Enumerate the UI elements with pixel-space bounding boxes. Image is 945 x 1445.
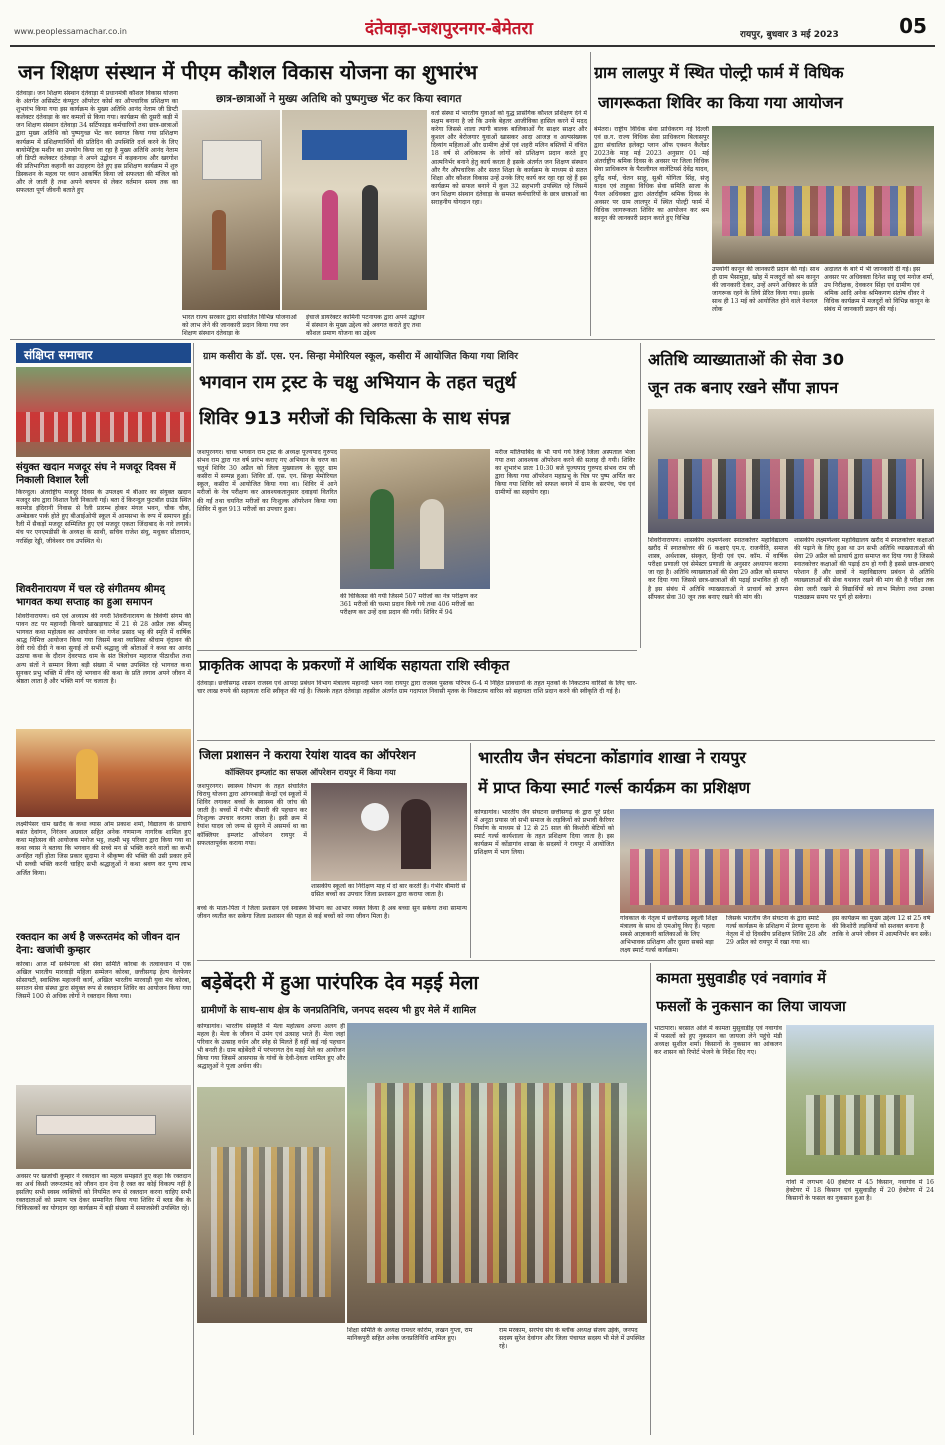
- dateline: रायपुर, बुधवार 3 मई 2023: [740, 30, 839, 40]
- caption: शासकीय स्कूलों का निरीक्षण माह में दो बार करती है। गंभीर बीमारी से ग्रसित बच्चों का उपचार जिला प्रशासन द्वारा कराया जाता है।: [311, 883, 466, 898]
- caption-2: राम मरकाम, सरपंच संघ के ब्लॉक अध्यक्ष संजय उईके, जनपद सदस्य सुरेश देवांगन और जिला पंचायत सदस्य भी मेले में उपस्थित रहे।: [499, 1327, 645, 1350]
- sidebar-title: संक्षिप्त समाचार: [16, 343, 191, 363]
- headline-line-1: अतिथि व्याख्याताओं की सेवा 30: [648, 350, 844, 369]
- headline: जन शिक्षण संस्थान में पीएम कौशल विकास योजना का शुभारंभ: [18, 60, 478, 84]
- body-col-1: दंतेवाड़ा। जन शिक्षण संस्थान दंतेवाड़ा में प्रधानमंत्री कौशल विकास योजना के अंतर्गत असिस्टेंट कंप्यूटर ऑपरेटर कोर्स का औपचारिक प्रशिक्षण का शुभारंभ किया गया इस कार्यक्रम के मुख्य अतिथि आनंद नेताम जी डिप्टी कलेक्टर दंतेवाड़ा के कर कमलों से किया गया। कार्यक्रम की दूसरी कड़ी में जन शिक्षण संस्थान दंतेवाड़ा 34 सर्टिफाइड कर्मचारियों तथा छात्र-छात्राओं द्वारा मुख्य अतिथि को पुष्पगुच्छ भेंट कर स्वागत किया गया प्रशिक्षण कार्यक्रम में प्रशिक्षणार्थियों की प्रतिदिन की उपस्थिति दर्ज करने के लिए बायोमेट्रिक मशीन का उपयोग किया जा रहा है मुख्य अतिथि आनंद नेताम जी डिप्टी कलेक्टर दंतेवाड़ा ने अपने उद्बोधन में कड़कनाथ और खरगोश की प्रतिभागिता कहानी का उदाहरण देते हुए इस प्रशिक्षण कार्यक्रम में शुरु डिस्कशन के महत्व पर ध्यान आकर्षित किया जो सफलता की मंजिल को और ले जाती है तथा अपने बचपन से लेकर वर्तमान समय तक का सफलता पूर्ण जीवनी बताते हुए: [16, 90, 178, 195]
- person-figure: [212, 210, 226, 270]
- body: बेमेतरा। राष्ट्रीय विधिक सेवा प्राधिकरण नई दिल्ली एवं छ.ग. राज्य विधिक सेवा प्राधिकरण बिलासपुर द्वारा संचालित इलेक्ट्रा प्लान ऑफ एक्शन कैलेंडर 2023के माह मई 2023 अनुसार 01 मई अंतर्राष्ट्रीय श्रमिक दिवस के अवसर पर जिला विधिक सेवा प्राधिकरण के पैरालीगल वालेंटियर्स देवेंद्र यादव, दुर्गेंद्र वर्मा, चेतन साहू, सुश्री योगिता सिंह, संजू यादव एवं ताहुका विधिक सेवा समिति साजा के पैनल अधिवक्ता द्वारा अंतर्राष्ट्रीय श्रमिक दिवस के अवसर पर ग्राम लालपुर में स्थित पोल्ट्री फार्म में विधिक जागरूकता शिविर का आयोजन कर श्रम कानून की जानकारी प्रदान करते हुए विभिन्न: [594, 126, 709, 223]
- photo-rally: [16, 367, 191, 457]
- group: [630, 849, 924, 905]
- masthead: [0, 0, 945, 48]
- caption-2: जिसके भारतीय जैन संघटना के द्वारा स्मार्ट गर्ल्स कार्यक्रम के प्रशिक्षण में प्रेरणा सुराना के नेतृत्व में दो दिवसीय प्रशिक्षण शिविर 28 और 29 अप्रैल को रायपुर में रखा गया था।: [726, 915, 827, 946]
- bandaged-head: [361, 803, 389, 831]
- story-devmadai-mela: [197, 963, 647, 1435]
- vertical-divider: [640, 343, 641, 648]
- story-jan-shikshan: [16, 52, 588, 338]
- headline-line-2: शिविर 913 मरीजों की चिकित्सा के साथ संपन्न: [199, 408, 511, 429]
- story-reyansh-continued: बच्चे के माता-पिता ने जिला प्रशासन एवं स्वास्थ्य विभाग का आभार व्यक्त किया है अब बच्चा सुन सकेगा तथा सामान्य जीवन व्यतीत कर सकेगा जिला प्रशासन की पहल से कई बच्चों को नया जीवन मिला है।: [197, 905, 467, 921]
- caption-1: उपयोगी कानून की जानकारी प्रदान की गई। साथ ही ग्राम भैसामुड़ा, खोह में मजदूरों को श्रम कानून की जानकारी देकर, उन्हें अपने अधिकार के प्रति जागरूक रहने के लिये प्रेरित किया गया। इसके साथ ही 13 मई को आयोजित होने वाले नेशनल लोक: [712, 266, 820, 313]
- banner: [302, 130, 407, 160]
- crowd: [367, 1083, 627, 1283]
- caption: गांवों में लगभग 40 हेक्टेयर में 45 किसान, नवागांव में 16 हेक्टेयर में 18 किसान एवं मुसुवाडीह में 20 हेक्टेयर में 24 किसानों के फसल का नुकसान हुआ है।: [786, 1179, 934, 1203]
- top-rule: [197, 650, 637, 651]
- headline-line-2: जून तक बनाए रखने सौंपा ज्ञापन: [648, 378, 839, 397]
- story-jain-sanghatna: [474, 743, 934, 958]
- caption-1: गांवकाल के नेतृत्व में छत्तीसगढ़ स्कूली शिक्षा मंत्रालय के साथ दो एमओयू किए हैं। पहला सबसे आज्ञाकारी बालिकाओं के लिए अभिभावक प्रशिक्षण और दूसरा सबसे बड़ा लक्ष्य स्मार्ट गर्ल्स कार्यक्रम।: [620, 915, 718, 954]
- crowd: [211, 1147, 331, 1297]
- body: कोण्डागांव। भारतीय संस्कृति में मेला महोत्सव अपना अलग ही महत्व है। मेला के जीवन में उमंग एवं उत्साह भरते हैं। मेला जहां परिवार के उत्साह वर्धन और स्नेह से मिलते हैं वहीं कई नई पहचान भी बनती है। ग्राम बड़ेबेंदरी में परंपरागत देव मड़ई मेले का आयोजन किया गया जिसमें आसपास के गांवों के देवी-देवता शामिल हुए और श्रद्धालुओं ने पूजा अर्चना की।: [197, 1023, 345, 1071]
- photo-eye-camp: [340, 449, 490, 589]
- body-col-2: शासकीय लक्ष्मणेश्वर महाविद्यालय खरौद में स्नातकोत्तर कक्षाओं की पढ़ाने के लिए हुआ था उन सभी अतिथि व्याख्याताओं की सेवा 29 अप्रैल को प्राचार्य द्वारा समाप्त कर दिया गया है जिससे स्नातकोत्तर कक्षाओं की पढ़ाई ठप हो गयी है इससे छात्र-छात्राएं परेशान हैं और छात्रों ने महाविद्यालय प्रबंधन से अतिथि व्याख्याताओं की सेवा यथावत रखने की मांग की है परीक्षा तक सेवा जारी रखने से विद्यार्थियों को लाभ मिलेगा तथा उनका पाठ्यक्रम समय पर पूर्ण हो सकेगा।: [794, 537, 934, 601]
- photo-guests: [282, 110, 427, 310]
- item2-body: शिवरीनारायण। धर्म एवं अध्यात्म की नगरी शिवरीनारायण के त्रिवेणी संगम की पावन तट पर महानदी किनारे खाखड़ाघाट में 21 से 28 अप्रैल तक श्रीमद् भागवत कथा महोत्सव का आयोजन था गणेश प्रसाद भट्ट की स्मृति में वार्षिक श्राद्ध निमित्त आयोजन किया गया जिसमें कथा व्यासिका श्रीधाम वृंदावन की देवी राधे दीदी ने कथा सुनाई तो सभी श्रद्धालु जी श्रोताओं ने कथा का आनंद उठाया कथा के दौरान देवरपाठ धाम के संत त्रिलोचन महाराज पीठाधीश तथा अन्य संतों ने सम्मान किया बड़ी संख्या में भक्त उपस्थित रहे भागवत कथा सुनकर प्रभु भक्ति में लीन रहे भगवान की कथा के प्रति लगाव अपने जीवन में श्रेष्ठता लाता है और भक्ति मार्ग पर चलाता है।: [16, 613, 191, 685]
- body-col-1: जशपुरनगर। स्वास्थ्य विभाग के तहत संचालित चिरायु योजना द्वारा आंगनबाड़ी केन्द्रों एवं स्कूलों में शिविर लगाकर बच्चों के स्वास्थ्य की जांच की जाती है। बच्चों में गंभीर बीमारी की पहचान कर निःशुल्क उपचार कराया जाता है। इसी क्रम में रेयांश यादव जो जन्म से सुनने में असमर्थ था का कॉक्लियर इम्प्लांट ऑपरेशन रायपुर में सफलतापूर्वक कराया गया।: [197, 783, 307, 847]
- vertical-divider: [470, 743, 471, 958]
- vertical-divider: [193, 343, 194, 1435]
- item1-headline: संयुक्त खदान मजदूर संघ ने मजदूर दिवस में निकाली विशाल रैली: [16, 462, 176, 486]
- parent-figure: [401, 799, 431, 869]
- story-atithi-vyakhyata: [644, 343, 934, 738]
- body: भाटापारा। बरसात ओले में कामता मुसुवाडीह एवं नवागांव में फसलों को हुए नुकसान का जायजा लेने पहुंचे मंडी अध्यक्ष सुशील शर्मा। किसानों के नुकसान का आंकलन कर शासन को रिपोर्ट भेजने के निर्देश दिए गए।: [654, 1025, 782, 1057]
- person-figure: [420, 499, 444, 569]
- photo-smart-girls: [620, 809, 934, 913]
- headline: बड़ेबेंदरी में हुआ पारंपरिक देव मड़ई मेला: [201, 972, 479, 994]
- horizontal-divider: [10, 339, 935, 340]
- caption-1: भारत राज्य सरकार द्वारा संचालित विभिन्न योजनाओं को लाभ लेने की जानकारी प्रदान किया गया जन शिक्षण संस्थान दंतेवाड़ा के: [182, 314, 297, 336]
- headline-line-2: में प्राप्त किया स्मार्ट गर्ल्स कार्यक्रम का प्रशिक्षण: [478, 778, 751, 797]
- caption: की चिकित्सा की गयी जिसमें 507 मरीजों का नेत्र परीक्षण कर 361 मरीजों की चश्मा प्रदान किये गये तथा 406 मरीजों का परीक्षण कर उन्हें दवा प्रदान की गयी। शिविर में 94: [340, 593, 478, 616]
- body: दंतेवाड़ा। छत्तीसगढ़ शासन राजस्व एवं आपदा प्रबंधन विभाग मंत्रालय महानदी भवन नवा रायपुर द्वारा राजस्व पुस्तक परिपत्र 6-4 में निहित प्रावधानों के तहत मृतकों के निकटतम वारिसों के लिए चार-चार लाख रुपये की सहायता राशि स्वीकृत की गई है। जिसके तहत दंतेवाड़ा तहसील अंतर्गत ग्राम गदापाल निवासी मृतक के निकटतम वारिस को सहायता राशि प्रदान करने की स्वीकृति दी गई है।: [197, 680, 637, 696]
- story-fasal-nuksan: [654, 963, 934, 1435]
- flags: [16, 412, 191, 442]
- donor-bed: [36, 1115, 156, 1135]
- caption-3: इस कार्यक्रम का मुख्य उद्देश्य 12 से 25 वर्ष की किशोरी लड़कियों को सशक्त बनाना है ताकि वे अपने जीवन में आत्मनिर्भर बन सकें।: [832, 915, 932, 938]
- body-col-2: वर्तो संस्था में भारतीय युवाओं को युद्ध प्रासंगिक कौशल प्रशिक्षण देने में सक्षम बनाना है जो कि उनके बेहतर आजीविका हासिल करने में मदद करेगा जिससे शाला त्यागी बालक बालिकाओं गैर साक्षर साक्षर और कुशल और बेरोजगार युवाओं खासकर आदा आजज्ञ व अल्पसंख्यक दिव्यांग महिलाओं और ग्रामीण क्षेत्रों एवं शहरी मलिन बस्तियों में वंचित 18 वर्ष से अधिकतम के लोगों को प्रशिक्षण प्रदान करते हुए आत्मनिर्भर बनाने हेतु कार्य करता है इसके अंतर्गत जन शिक्षण संस्थान और गैर औपचारिक और सतत शिक्षा के कार्यक्रम के माध्यम से सतत शिक्षा और कौशल विकास उन्हें उनके लिए कार्य कर रहा रहा रहे हैं इस कार्यक्रम को सफल बनाने में कुल 32 सहभागी उपस्थित रहे जिसमें जन शिक्षण संस्थान दंतेवाड़ा के समस्त कर्मचारियों के छात्र छात्राओं का सराहनीय योगदान रहा।: [431, 110, 587, 207]
- photo-mela-procession: [197, 1087, 345, 1323]
- kicker: ग्राम कसीरा के डॉ. एस. एन. सिन्हा मेमोरियल स्कूल, कसीरा में आयोजित किया गया शिविर: [203, 351, 518, 362]
- section-title: दंतेवाड़ा-जशपुरनगर-बेमेतरा: [365, 19, 533, 39]
- website-link[interactable]: www.peoplessamachar.co.in: [14, 27, 127, 36]
- subhead: छात्र-छात्राओं ने मुख्य अतिथि को पुष्पगुच्छ भेंट कर किया स्वागत: [216, 93, 462, 105]
- photo-field-visit: [786, 1025, 934, 1175]
- item3-headline: रक्तदान का अर्थ है जरूरतमंद को जीवन दान देना: खजांची कुम्हार: [16, 932, 180, 956]
- body-col-2: मरीज मोतियाबिंद के भी पाये गये जिन्हें जिला अस्पताल भेजा गया तथा आवश्यक ऑपरेशन करने की सलाह दी गयी। शिविर का शुभारंभ प्रातः 10:30 बजे पूज्यपाद गुरुपद संभव राम जी द्वारा किया गया ऑपरेशन महाप्रभु के चित्र पर पुष्प अर्पित कर किया गया शिविर को सफल बनाने में ग्राम के सरपंच, पंच एवं ग्रामीणों का सहयोग रहा।: [495, 449, 635, 497]
- group: [806, 1095, 914, 1155]
- caption-2: अदालत के बारे में भी जानकारी दी गई। इस अवसर पर अधिवक्ता दिनेश साहू एवं मनोज शर्मा, उप निरीक्षक, देवकरन सिंहा एवं ग्रामीण एवं श्रमिक आदि अनेक श्रमिकगण संतोष धीवर ने विधिक कार्यक्रम में मजदूरों को विभिन्न कानून के संबंध में जानकारी प्रदान की गई।: [824, 266, 934, 313]
- subhead: ग्रामीणों के साथ-साथ क्षेत्र के जनप्रतिनिधि, जनपद सदस्य भी हुए मेले में शामिल: [201, 1005, 476, 1016]
- projector-screen: [202, 140, 262, 180]
- item2-body-continued: लक्ष्मीपेसर धाम खरौद के कथा व्यास ओम प्रकाश शर्मा, विद्यालय के प्राचार्य बसंत देवांगन, निरंजन अग्रवाल सहित अनेक गणमान्य नागरिक शामिल हुए कथा महोत्सव की आयोजक मनोज भट्ट, लक्ष्मी भट्ट परिवार द्वारा किया गया था कथा व्यास ने बताया कि भगवान की सच्चे मन से भक्ति करने वालों का कभी अनहित नहीं होता जिस प्रकार सुदामा ने श्रीकृष्ण की भक्ति की उसी प्रकार हमें भी सच्ची भक्ति करनी चाहिए सभी श्रद्धालुओं ने कथा श्रवण कर पुण्य लाभ अर्जित किया।: [16, 821, 191, 877]
- headline-line-1: कामता मुसुवाडीह एवं नवागांव में: [656, 971, 826, 987]
- story-lalpur-poultry: [594, 52, 934, 338]
- item1-body: किरन्दुल। अंतर्राष्ट्रीय मजदूर दिवस के उपलक्ष्य में बीआर का संयुक्त खदान मजदूर संघ द्वारा विशाल रैली निकाली गई। बता दें किरन्दुल फुटबॉल ग्राउंड स्थित कामरेड इंदिरानी निवास से रैली प्रारम्भ होकर मंगल भवन, चौक चौक, अम्बेडकर पार्क होते हुए बीआईओपी स्कूल में आमसभा के रूप में समापन हुई। रैली में सैकड़ों मजदूर सम्मिलित हुए एवं मजदूर एकता जिंदाबाद के नारे लगाये। मंच पर एनएमडीसी के अध्यक्ष के साथी, सचिव राजेश संधु, मधुकर सीताराम, नरसिंहा रेड्डी, जीवेश्वर राव उपस्थित थे।: [16, 489, 191, 545]
- headline-line-1: भारतीय जैन संघटना कोंडागांव शाखा ने रायपुर: [478, 748, 746, 767]
- crowd: [722, 186, 922, 236]
- sidebar-brief-news: [16, 343, 191, 1435]
- photo-workers: [712, 126, 934, 264]
- subhead: कॉक्लियर इम्प्लांट का सफल ऑपरेशन रायपुर में किया गया: [225, 768, 396, 777]
- headline-line-2: जागरूकता शिविर का किया गया आयोजन: [598, 93, 843, 112]
- horizontal-divider: [197, 960, 935, 961]
- vertical-divider: [650, 963, 651, 1435]
- caption-1: शिक्षा समिति के अध्यक्ष रामधर कोर्राम, लखन गुप्ता, राम मानिकपुरी सहित अनेक जनप्रतिनिधि शामिल हुए।: [347, 1327, 473, 1342]
- item3-body: कोरबा। आज माँ सर्वमंगला श्री सेवा समिति कोरबा के तत्वावधान में एक अखिल भारतीय मारवाड़ी महिला सम्मेलन कोरबा, छत्तीसगढ़ हेल्प वेलफेयर सोसायटी, स्वास्तिक महाजनी कार्य, अखिल भारतीय मारवाड़ी युवा मंच कोरबा, सनातन सेवा संस्था द्वारा संयुक्त रूप से रक्तदान शिविर का आयोजन किया गया जिसमें 100 से अधिक लोगों ने रक्तदान किया गया।: [16, 961, 191, 1001]
- person-figure: [362, 185, 378, 280]
- headline-line-1: भगवान राम ट्रस्ट के चक्षु अभियान के तहत चतुर्थ: [199, 372, 516, 393]
- headline: जिला प्रशासन ने कराया रेयांश यादव का ऑपरेशन: [199, 748, 416, 762]
- item3-body-continued: अवसर पर खजांची कुम्हार ने रक्तदान का महत्व समझाते हुए कहा कि रक्तदान का अर्थ किसी जरूरतमंद को जीवन दान देना है रक्त का कोई विकल्प नहीं है इसलिए सभी स्वस्थ व्यक्तियों को नियमित रूप से रक्तदान करना चाहिए सभी रक्तदाताओं को प्रमाण पत्र देकर सम्मानित किया गया शिविर में ब्लड बैंक के चिकित्सकों का योगदान रहा कार्यक्रम में बड़ी संख्या में समाजसेवी उपस्थित रहे।: [16, 1173, 191, 1213]
- photo-blood-donation: [16, 1085, 191, 1169]
- person-figure: [370, 489, 394, 569]
- body: कोण्डागांव। भारतीय जैन संघटना छत्तीसगढ़ के द्वारा पूरे प्रदेश में अनूठा प्रयास जो सभी समाज के लड़कियों को प्रभावी कैरियर निर्माण के माध्यम से 12 से 25 साल की किशोरी बेटियों को स्मार्ट गर्ल्स कार्यशाला के तहत प्रशिक्षण दिया जाता है। इस कार्यक्रम में कोंडागांव शाखा के सदस्यों ने रायपुर में आयोजित प्रशिक्षण में भाग लिया।: [474, 809, 614, 857]
- vertical-divider: [590, 52, 591, 336]
- photo-mela-crowd: [347, 1023, 647, 1323]
- speaker-figure: [76, 749, 98, 799]
- photo-lecturers: [648, 409, 934, 533]
- person-figure: [322, 190, 338, 280]
- masthead-rule: [10, 45, 935, 47]
- headline: प्राकृतिक आपदा के प्रकरणों में आर्थिक सहायता राशि स्वीकृत: [199, 658, 510, 674]
- item2-headline: शिवरीनारायण में चल रहे संगीतमय श्रीमद् भागवत कथा सप्ताह का हुआ समापन: [16, 584, 165, 608]
- story-prakritik-aapda: [197, 650, 637, 738]
- horizontal-divider: [197, 740, 935, 741]
- story-chakshu-abhiyan: [197, 343, 637, 648]
- caption-2: इंचार्ज डायरेक्टर कामिनी पटनायक द्वारा अपने उद्बोधन में संस्थान के मुख्य उद्देश्य को अवगत कराते हुए तथा कौशल प्रमाण योजना का उद्देश्य: [306, 314, 425, 336]
- body-col-1: शिवरीनारायण। शासकीय लक्ष्मणेश्वर स्नातकोत्तर महाविद्यालय खरौद में स्नातकोत्तर की 6 कक्षाएं एम.ए. राजनीति, समाज शास्त्र, अर्थशास्त्र, संस्कृत, हिन्दी एवं एम. कॉम. में वार्षिक परीक्षा प्रणाली एवं सेमेस्टर प्रणाली के अनुसार अध्यापन कराया जा रहा है। अतिथि व्याख्याताओं की सेवा 29 अप्रैल को समाप्त कर दिया गया जिससे छात्र-छात्राओं की पढ़ाई प्रभावित हो रही है इस संबंध में अतिथि व्याख्याताओं ने प्राचार्य को ज्ञापन सौंपकर सेवा 30 जून तक बनाए रखने की मांग की।: [648, 537, 788, 601]
- story-reyansh-operation: [197, 743, 467, 903]
- photo-classroom: [182, 110, 280, 310]
- headline-line-2: फसलों के नुकसान का लिया जायजा: [656, 999, 846, 1015]
- page-number: 05: [899, 14, 927, 38]
- headline-line-1: ग्राम लालपुर में स्थित पोल्ट्री फार्म में विधिक: [594, 63, 844, 82]
- body-col-1: जशपुरनगर। चाचा भगवान राम ट्रस्ट के अध्यक्ष पूज्यपाद गुरुपद संभव राम द्वारा गत वर्ष प्रारंभ कराए गए अभियान के चरण का चतुर्थ शिविर 30 अप्रैल को जिला मुख्यालय के सुदूर ग्राम कसीरा में सम्पन्न हुआ। शिविर डॉ. एस. एन. सिन्हा मेमोरियल स्कूल, कसीरा में आयोजित किया गया था। शिविर में आने मरीजों के नेत्र परीक्षण कर आवश्यकतानुसार दवाइयां वितरित की गईं तथा चयनित मरीजों का निःशुल्क ऑपरेशन किया गया शिविर में कुल 913 मरीजों का उपचार हुआ।: [197, 449, 337, 513]
- group: [658, 459, 924, 519]
- photo-child: [311, 783, 467, 881]
- photo-bhagwat-katha: [16, 729, 191, 817]
